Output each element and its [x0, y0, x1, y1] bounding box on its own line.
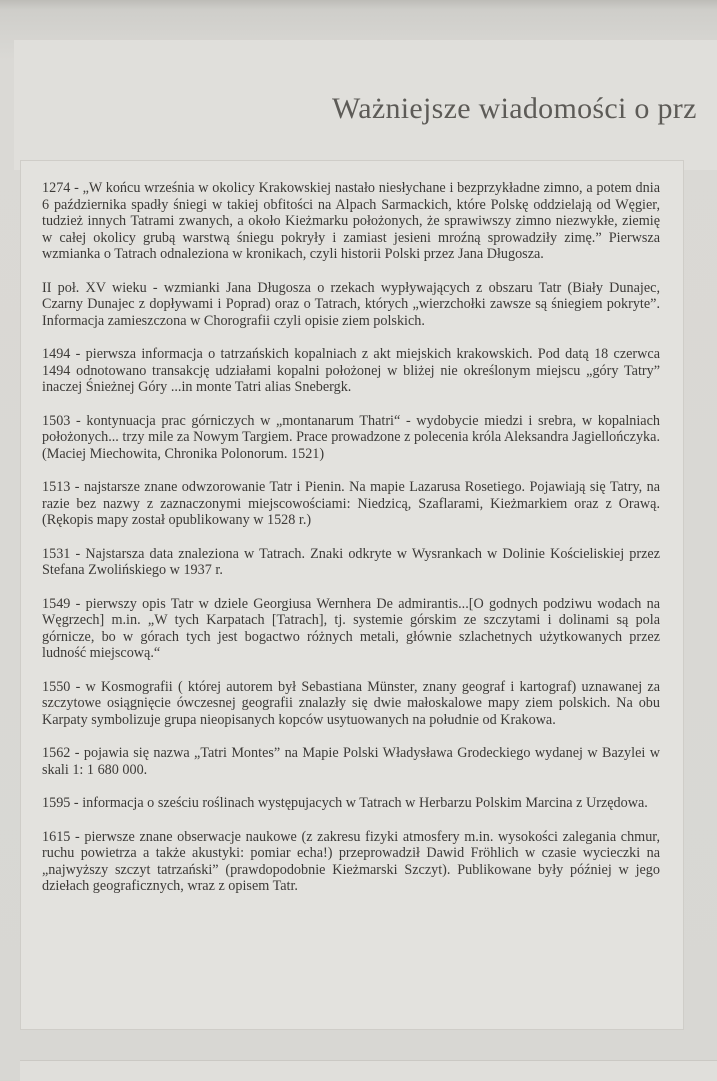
entry-1595: 1595 - informacja o sześciu roślinach występujacych w Tatrach w Herbarzu Polskim Marcina z Urzędowa. — [42, 795, 648, 811]
entry-1615: 1615 - pierwsze znane obserwacje naukowe (z zakresu fizyki atmosfery m.in. wysokości zalegania chmur, ruchu powietrza a także akustyki: pomiar echa!) przeprowadził Dawid Fröhlich w czasie wycieczki na „najwyższy szczyt tatrzański” (prawdopodobnie Kieżmarski Szczyt). Publikowane były później w jego dziełach geograficznych, wraz z opisem Tatr. — [42, 828, 660, 894]
lower-panel-edge — [20, 1060, 717, 1081]
entry-xv-century: II poł. XV wieku - wzmianki Jana Długosza o rzekach wypływających z obszaru Tatr (Biały Dunajec, Czarny Dunajec z dopływami i Poprad) oraz o Tatrach, których „wierzchołki zawsze są śniegiem pokryte”. Informacja zamieszczona w Chorografii czyli opisie ziem polskich. — [42, 279, 660, 329]
entry-1550: 1550 - w Kosmografii ( której autorem był Sebastiana Münster, znany geograf i kartograf) uznawanej za szczytowe osiągnięcie ówczesnej geografii znalazły się dwie małoskalowe mapy ziem polskich. Na obu Karpaty symbolizuje grupa nieopisanych kopców usytuowanych na południe od Krakowa. — [42, 678, 660, 728]
entry-1562: 1562 - pojawia się nazwa „Tatri Montes” na Mapie Polski Władysława Grodeckiego wydanej w Bazylei w skali 1: 1 680 000. — [42, 745, 660, 778]
entry-1531: 1531 - Najstarsza data znaleziona w Tatrach. Znaki odkryte w Wysrankach w Dolinie Kościeliskiej przez Stefana Zwolińskiego w 1937 r. — [42, 545, 660, 578]
entry-1494: 1494 - pierwsza informacja o tatrzańskich kopalniach z akt miejskich krakowskich. Pod datą 18 czerwca 1494 odnotowano transakcję udziałami kopalni położonej w bliżej nie określonym miejscu „góry Tatry” inaczej Śnieżnej Góry ...in monte Tatri alias Snebergk. — [42, 346, 660, 395]
entry-1513: 1513 - najstarsze znane odwzorowanie Tatr i Pienin. Na mapie Lazarusa Rosetiego. Pojawiają się Tatry, na razie bez nazwy z zaznaczonymi miejscowościami: Niedzicą, Szaflarami, Kieżmarkiem oraz z Orawą. (Rękopis mapy został opublikowany w 1528 r.) — [42, 479, 660, 528]
entry-1503: 1503 - kontynuacja prac górniczych w „montanarum Thatri“ - wydobycie miedzi i srebra, w kopalniach położonych... trzy mile za Nowym Targiem. Prace prowadzone z polecenia króla Aleksandra Jagiellończyka. (Maciej Miechowita, Chronika Polonorum. 1521) — [42, 412, 660, 462]
panel-title: Ważniejsze wiadomości o prz — [332, 92, 697, 125]
entry-1274: 1274 - „W końcu września w okolicy Krakowskiej nastało niesłychane i bezprzykładne zimno, a potem dnia 6 października spadły śniegi w takiej obfitości na Alpach Sarmackich, które Polskę oddzielają od Węgier, tudzież innych Tatrami zwanych, a około Kieżmarku położonych, że sprawiwszy zimno niezwykłe, ziemię w całej okolicy grubą warstwą śniegu pokryły i zamiast jesieni mroźną sprowadziły zimę.” Pierwsza wzmianka o Tatrach odnaleziona w kronikach, czyli historii Polski przez Jana Długosza. — [42, 180, 660, 262]
chronology-list — [42, 180, 660, 912]
entry-1549: 1549 - pierwszy opis Tatr w dziele Georgiusa Wernhera De admirantis...[O godnych podziwu wodach na Węgrzech] m.in. „W tych Karpatach [Tatrach], tj. systemie górskim ze szczytami i dolinami są pola górnicze, bo w górach tych jest bogactwo różnych metali, głównie szlachetnych użytkowanych przez ludność miejscową.“ — [42, 595, 660, 661]
